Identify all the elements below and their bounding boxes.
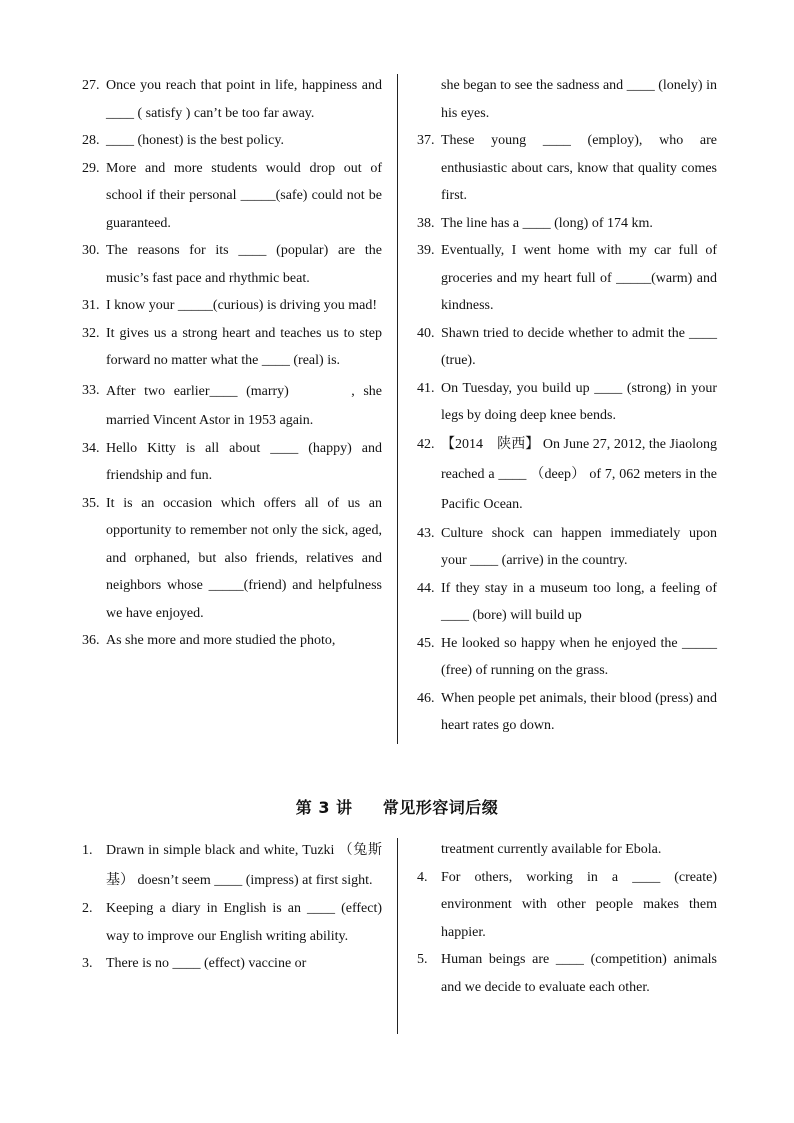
lecture-number: 第 3 讲: [295, 798, 353, 817]
question-item: [417, 630, 717, 685]
question-text: ____ (honest) is the best policy.: [106, 133, 284, 148]
section1-right-column: [417, 72, 717, 740]
section1-right-list: [417, 127, 717, 740]
question-item: [417, 237, 717, 320]
question-item: [417, 575, 717, 630]
question-text: Culture shock can happen immediately upon your ____ (arrive) in the country.: [441, 525, 717, 568]
question-text: Drawn in simple black and white, Tuzki （兔斯基） doesn’t seem ____ (impress) at first sight.: [106, 843, 382, 888]
question-text: If they stay in a museum too long, a feeling of ____ (bore) will build up: [441, 580, 717, 623]
question-item: [417, 127, 717, 210]
question-item: [82, 377, 382, 435]
question-text: It gives us a strong heart and teaches us to step forward no matter what the ____ (real) is.: [106, 325, 382, 368]
question-item: [417, 946, 717, 1001]
question-number: 36.: [82, 633, 100, 648]
question-item: [82, 490, 382, 628]
question-number: 30.: [82, 243, 100, 258]
question-item: [417, 430, 717, 520]
question-item: [82, 292, 382, 320]
question-text: It is an occasion which offers all of us an opportunity to remember not only the sick, aged, and orphaned, but also friends, relatives and neighbors whose _____(friend) and helpfulness we have enjoyed.: [106, 495, 382, 621]
section2-left-column: [82, 836, 382, 978]
question-text: These young ____ (employ), who are enthusiastic about cars, know that quality comes first.: [441, 133, 717, 203]
question-item: [417, 210, 717, 238]
question-item: [82, 320, 382, 375]
question-text: He looked so happy when he enjoyed the _____ (free) of running on the grass.: [441, 635, 717, 678]
question-number: 3.: [82, 956, 93, 971]
question-text: More and more students would drop out of school if their personal _____(safe) could not be guaranteed.: [106, 160, 382, 231]
question-continuation: treatment currently available for Ebola.: [441, 842, 662, 857]
question-item: [417, 375, 717, 430]
question-item: [82, 627, 382, 655]
question-number: 37.: [417, 133, 435, 148]
question-item: [82, 127, 382, 155]
question-number: 4.: [417, 869, 428, 885]
question-text: The line has a ____ (long) of 174 km.: [441, 215, 653, 231]
question-text: When people pet animals, their blood (press) and heart rates go down.: [441, 690, 717, 733]
question-continuation: she began to see the sadness and ____ (lonely) in his eyes.: [441, 78, 717, 121]
question-text: On Tuesday, you build up ____ (strong) in your legs by doing deep knee bends.: [441, 380, 717, 423]
question-text: I know your _____(curious) is driving you mad!: [106, 298, 378, 313]
question-text: Hello Kitty is all about ____ (happy) and friendship and fun.: [106, 440, 382, 483]
question-text: There is no ____ (effect) vaccine or: [106, 956, 307, 971]
question-text: Keeping a diary in English is an ____ (effect) way to improve our English writing ability.: [106, 901, 382, 944]
question-text: Shawn tried to decide whether to admit the ____ (true).: [441, 325, 717, 368]
question-number: 46.: [417, 690, 435, 706]
question-text: The reasons for its ____ (popular) are the music’s fast pace and rhythmic beat.: [106, 243, 382, 286]
lecture-title: 常见形容词后缀: [382, 798, 499, 817]
section2-right-column: [417, 836, 717, 1001]
question-item: [82, 895, 382, 950]
section1-left-column: [82, 72, 382, 655]
column-divider: [397, 74, 398, 744]
question-number: 43.: [417, 525, 435, 541]
question-number: 40.: [417, 325, 435, 341]
question-number: 27.: [82, 78, 100, 93]
section2-right-list: [417, 864, 717, 1002]
question-number: 39.: [417, 243, 435, 258]
question-item: [82, 237, 382, 292]
question-item: [417, 685, 717, 740]
question-text: After two earlier____ (marry) , she married Vincent Astor in 1953 again.: [106, 383, 382, 428]
question-text: Eventually, I went home with my car full of groceries and my heart full of _____(warm) and kindness.: [441, 243, 717, 313]
question-number: 38.: [417, 215, 435, 231]
question-number: 31.: [82, 298, 100, 313]
question-text: Once you reach that point in life, happiness and ____ ( satisfy ) can’t be too far away.: [106, 78, 382, 121]
question-number: 42.: [417, 436, 435, 452]
question-number: 33.: [82, 382, 100, 398]
question-number: 41.: [417, 380, 435, 396]
question-number: 29.: [82, 160, 100, 176]
question-text: As she more and more studied the photo,: [106, 633, 336, 648]
column-divider: [397, 838, 398, 1034]
question-number: 34.: [82, 440, 100, 456]
question-item: [82, 155, 382, 238]
question-number: 2.: [82, 901, 93, 916]
question-number: 44.: [417, 580, 435, 596]
question-text: Human beings are ____ (competition) animals and we decide to evaluate each other.: [441, 952, 717, 995]
question-text: For others, working in a ____ (create) environment with other people makes them happier.: [441, 869, 717, 940]
question-item: [417, 520, 717, 575]
question-text: 【2014 陕西】 On June 27, 2012, the Jiaolong reached a ____ （deep） of 7, 062 meters in the Pacific Ocean.: [441, 436, 717, 512]
question-number: 1.: [82, 843, 93, 858]
question-item: [82, 950, 382, 978]
question-number: 32.: [82, 325, 100, 341]
question-item: [82, 435, 382, 490]
question-item: [417, 320, 717, 375]
question-item: [82, 836, 382, 895]
question-number: 5.: [417, 952, 428, 967]
question-number: 45.: [417, 635, 435, 651]
question-number: 35.: [82, 495, 100, 511]
section-heading: [0, 795, 794, 818]
question-item: [82, 72, 382, 127]
question-item: [417, 864, 717, 947]
question-number: 28.: [82, 133, 100, 148]
